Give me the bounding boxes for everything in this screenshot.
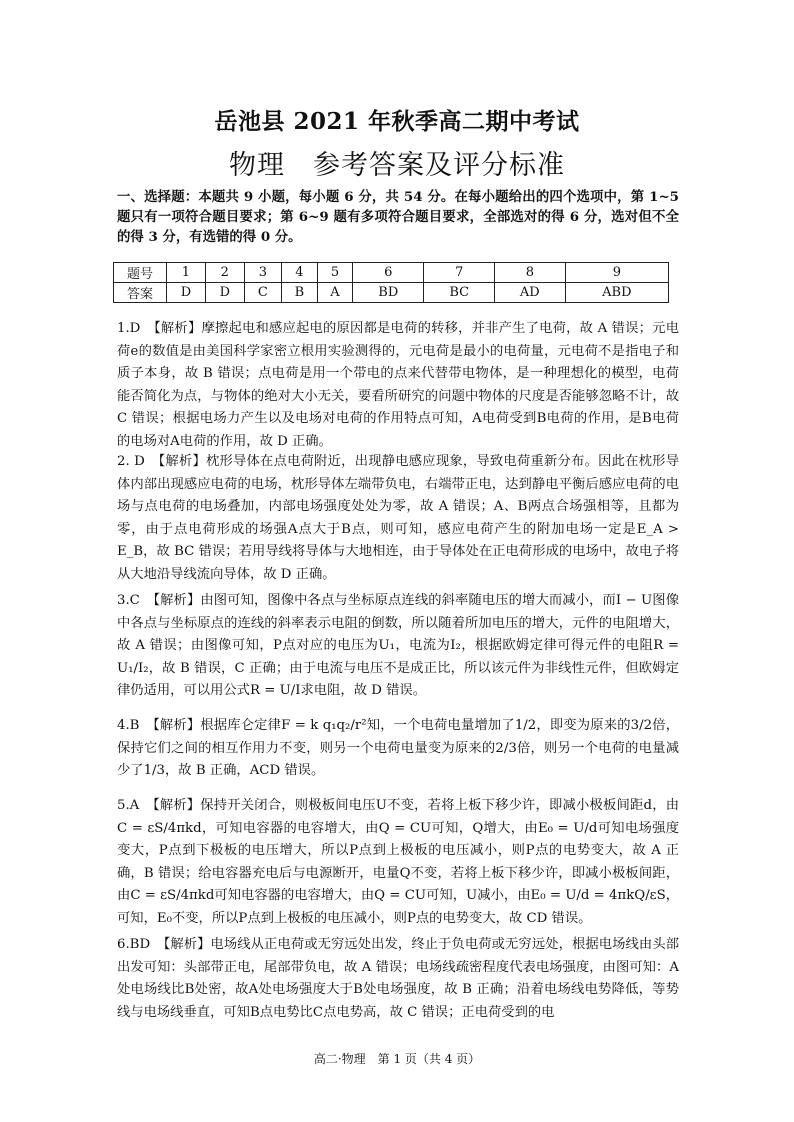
explanation-q5: 5.A 【解析】保持开关闭合，则极板间电压U不变，若将上板下移少许，即减小极板间距d，由C = εS/4πkd，可知电容器的电容增大，由Q = CU可知，Q增大，由E₀ = U/d可知电场强度变大，P点到下极板的电压增大，所以P点到上极板的电压减小，则P点的电势变大，故 A 正确，B 错误；给电容器充电后与电源断开，电量Q不变，若将上板下移少许，即减小极板间距，由C = εS/4πkd可知电容器的电容增大，由Q = CU可知，U减小，由E₀ = U/d = 4πkQ/εS，可知，E₀不变，所以P点到上极板的电压减小，则P点的电势变大，故 CD 错误。 <box>117 798 679 926</box>
table-cell: D <box>167 283 206 303</box>
table-cell: 7 <box>424 263 495 283</box>
table-cell: AD <box>494 283 565 303</box>
page-footer: 高二·物理 第 1 页（共 4 页） <box>313 1052 481 1066</box>
section-intro: 一、选择题：本题共 9 小题，每小题 6 分，共 54 分。在每小题给出的四个选项中，第 1~5 题只有一项符合题目要求；第 6~9 题有多项符合题目要求，全部选对的得 6 分，选对但不全的得 3 分，有选错的得 0 分。 <box>117 189 679 245</box>
table-cell: 6 <box>353 263 424 283</box>
table-cell: 3 <box>244 263 281 283</box>
explanation-q6: 6.BD 【解析】电场线从正电荷或无穷远处出发，终止于负电荷或无穷远处，根据电场线由头部出发可知：头部带正电，尾部带负电，故 A 错误；电场线疏密程度代表电场强度，由图可知：A处电场线比B处密，故A处电场强度大于B处电场强度，故 B 正确；沿着电场线电势降低，等势线与电场线垂直，可知B点电势比C点电势高，故 C 错误；正电荷受到的电 <box>117 937 679 1020</box>
table-cell: B <box>281 283 317 303</box>
table-cell: D <box>205 283 244 303</box>
answer-table <box>113 262 669 303</box>
page-subtitle: 物理 参考答案及评分标准 <box>229 150 565 181</box>
table-row <box>114 283 669 303</box>
table-cell: C <box>244 283 281 303</box>
explanation-q1: 1.D 【解析】摩擦起电和感应起电的原因都是电荷的转移，并非产生了电荷，故 A 错误；元电荷e的数值是由美国科学家密立根用实验测得的，元电荷是最小的电荷量，元电荷不是指电子和质子本身，故 B 错误；点电荷是用一个带电的点来代替带电物体，是一种理想化的模型，电荷能否简化为点，与物体的绝对大小无关，要看所研究的问题中物体的尺度是否能够忽略不计，故 C 错误；根据电场力产生以及电场对电荷的作用特点可知，A电荷受到B电荷的作用，是B电荷的电场对A电荷的作用，故 D 正确。 <box>117 321 679 449</box>
table-cell: BC <box>424 283 495 303</box>
table-cell: 5 <box>317 263 352 283</box>
table-cell: BD <box>353 283 424 303</box>
explanation-q2: 2. D 【解析】枕形导体在点电荷附近，出现静电感应现象，导致电荷重新分布。因此在枕形导体内部出现感应电荷的电场，枕形导体左端带负电，右端带正电，达到静电平衡后感应电荷的电场与点电荷的电场叠加，内部电场强度处处为零，故 A 错误；A、B两点合场强相等，且都为零，由于点电荷形成的场强A点大于B点，则可知，感应电荷产生的附加电场一定是E_A > E_B，故 BC 错误；若用导线将导体与大地相连，由于导体处在正电荷形成的电场中，故电子将从大地沿导线流向导体，故 D 正确。 <box>117 454 679 582</box>
table-cell: 2 <box>205 263 244 283</box>
table-header-cell: 题号 <box>114 263 167 283</box>
table-header-cell: 答案 <box>114 283 167 303</box>
explanation-q3: 3.C 【解析】由图可知，图像中各点与坐标原点连线的斜率随电压的增大而减小，而I − U图像中各点与坐标原点的连线的斜率表示电阻的倒数，所以随着所加电压的增大，元件的电阻增大，故 A 错误；由图像可知，P点对应的电压为U₁，电流为I₂，根据欧姆定律可得元件的电阻R = U₁/I₂，故 B 错误，C 正确；由于电流与电压不是成正比，所以该元件为非线性元件，但欧姆定律仍适用，可以用公式R = U/I求电阻，故 D 错误。 <box>117 593 679 698</box>
table-cell: 8 <box>494 263 565 283</box>
explanation-q4: 4.B 【解析】根据库仑定律F = k q₁q₂/r²知，一个电荷电量增加了1/2，即变为原来的3/2倍，保持它们之间的相互作用力不变，则另一个电荷电量变为原来的2/3倍，则另一个电荷的电量减少了1/3，故 B 正确，ACD 错误。 <box>117 718 679 778</box>
table-cell: ABD <box>565 283 668 303</box>
table-cell: A <box>317 283 352 303</box>
table-cell: 9 <box>565 263 668 283</box>
table-cell: 4 <box>281 263 317 283</box>
table-cell: 1 <box>167 263 206 283</box>
page-title: 岳池县 2021 年秋季高二期中考试 <box>214 108 580 135</box>
table-row <box>114 263 669 283</box>
